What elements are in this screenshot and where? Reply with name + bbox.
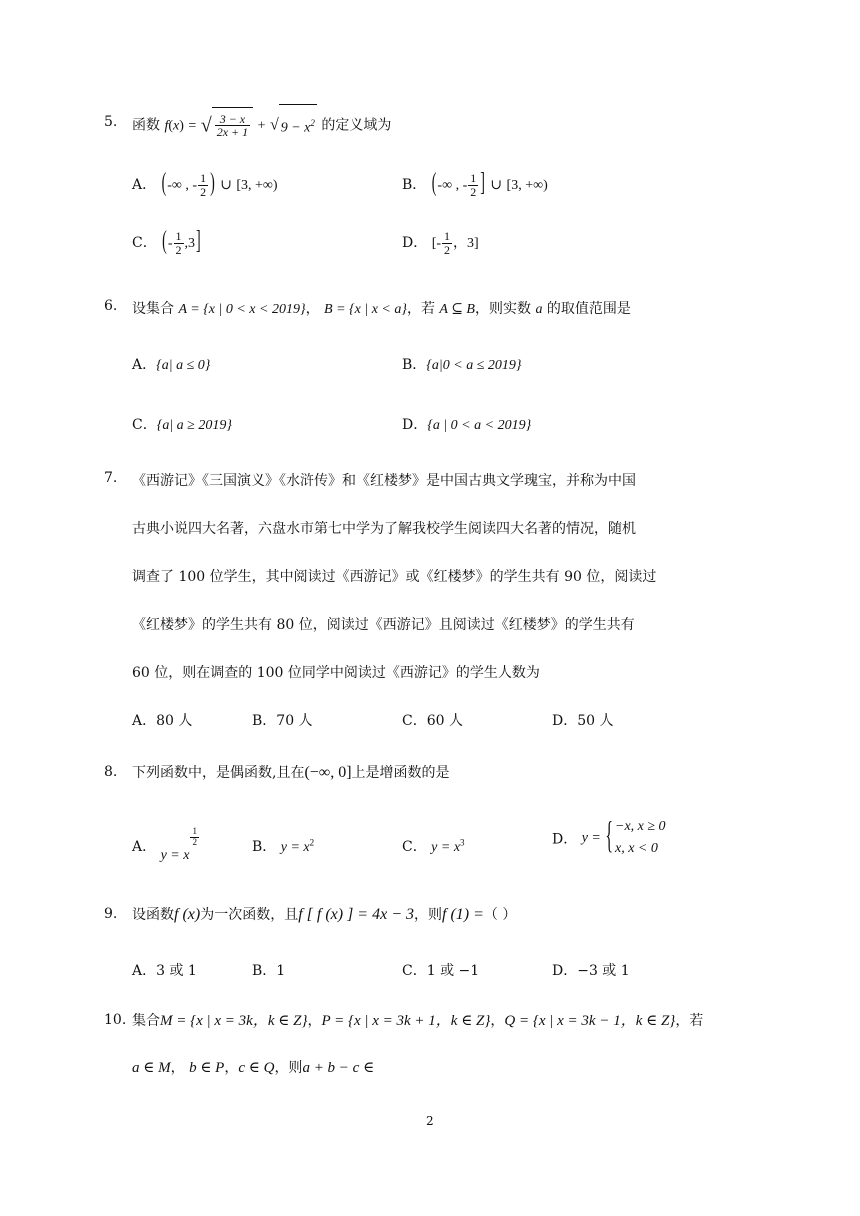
q8-option-c-exp: 3: [460, 837, 465, 848]
q7-option-d[interactable]: D．50 人: [552, 713, 614, 729]
q5-option-a-union: ∪: [220, 178, 232, 193]
q8-option-a[interactable]: [132, 826, 200, 863]
q5-option-d[interactable]: [402, 226, 479, 261]
q6-set-a: A = {x | 0 < x < 2019}: [178, 302, 306, 317]
q6-option-d-letter: D．: [402, 417, 428, 433]
q8-option-d[interactable]: D． y = { −x, x ≥ 0 x, x < 0: [552, 816, 666, 861]
q9-equation: f [ f (x) ] = 4x − 3: [298, 906, 414, 923]
q8-option-d-lhs: y =: [581, 830, 601, 846]
q8-option-b-exp: 2: [309, 837, 315, 848]
q6-number: 6.: [104, 298, 118, 314]
q5-option-c[interactable]: C． (- $\frac{1}{2}$ ,3]: [132, 227, 201, 257]
q5-option-d-post: ，3]: [453, 236, 479, 251]
q6-text-2: ，: [305, 301, 320, 317]
q6-option-c-letter: C．: [132, 417, 157, 433]
q7-option-c[interactable]: C．60 人: [402, 713, 463, 729]
q6-stem: [132, 298, 631, 318]
q8-stem: [132, 758, 450, 788]
q6-option-c-text: {a| a ≥ 2019}: [156, 418, 232, 433]
q8-option-b[interactable]: [252, 836, 314, 856]
q5-option-a-pre: -∞ , -: [167, 178, 198, 193]
q9-option-c[interactable]: C．1 或 −1: [402, 963, 480, 979]
q5-option-b-letter: B．: [402, 177, 427, 193]
q5-prefix: 函数: [132, 117, 160, 134]
q7-line-3: 调查了 100 位学生，其中阅读过《西游记》或《红楼梦》的学生共有 90 位，阅读过: [132, 569, 657, 585]
q5-root2-body: 9 − x: [280, 120, 311, 136]
q7-line-2: 古典小说四大名著，六盘水市第七中学为了解我校学生阅读四大名著的情况，随机: [132, 521, 636, 537]
q5-stem: 函数 f(x) = √ $\frac{3 - x}{2x + 1}$ + √ $9 - x^2$ 的定义域为: [132, 104, 391, 147]
q8-option-c-letter: C．: [402, 839, 427, 855]
q5-frac-num: 3 − x: [215, 113, 250, 127]
q10-b-in-p: b ∈ P: [189, 1060, 225, 1076]
q9-text-3: ，则: [414, 907, 442, 923]
q5-option-a-num: 1: [200, 170, 207, 185]
q6-option-a[interactable]: [132, 354, 210, 374]
q6-option-c[interactable]: [132, 414, 232, 434]
q5-option-c-letter: C．: [132, 235, 157, 251]
q9-text-2: 为一次函数，且: [200, 907, 299, 923]
q10-c-in-q: c ∈ Q: [238, 1060, 275, 1076]
q5-option-a-letter: A．: [132, 177, 157, 193]
q7-option-a[interactable]: A．80 人: [132, 713, 193, 729]
q5-option-b[interactable]: B． (-∞ , - $\frac{1}{2}$ ] ∪ [3, +∞): [402, 169, 548, 199]
q6-option-a-letter: A．: [132, 357, 157, 373]
q9-option-d[interactable]: D．−3 或 1: [552, 963, 630, 979]
q6-option-d-text: {a | 0 < a < 2019}: [427, 418, 532, 433]
q8-option-d-case-2: x, x < 0: [615, 841, 658, 857]
q10-sep-2: ，: [490, 1013, 505, 1029]
q5-option-b-pre: -∞ , -: [437, 178, 468, 193]
q10-text-3: ，则: [274, 1060, 303, 1076]
q5-x: x: [173, 118, 180, 134]
q8-text-2: 上是增函数的是: [351, 765, 450, 781]
q8-interval: (−∞, 0]: [304, 764, 352, 781]
q10-stem-line-1: [132, 1006, 703, 1036]
q9-answer-blank: （ ）: [483, 907, 517, 923]
q6-option-d[interactable]: [402, 414, 531, 434]
q6-text-5: 的取值范围是: [546, 301, 631, 317]
q8-option-c[interactable]: [402, 836, 465, 856]
q6-option-b-letter: B．: [402, 357, 427, 373]
q5-option-a-den: 2: [200, 184, 207, 199]
q5-frac-den: 2x + 1: [216, 125, 249, 140]
q8-option-a-base: y = x: [160, 848, 190, 863]
q9-number: 9.: [104, 906, 118, 922]
q8-option-b-base: y = x: [280, 840, 310, 855]
q9-ask: f (1) =: [442, 906, 484, 923]
q5-option-b-den: 2: [470, 184, 477, 199]
q9-stem: [132, 900, 516, 930]
q10-a-in-m: a ∈ M: [132, 1060, 171, 1076]
q8-option-a-exp-den: 2: [192, 836, 197, 847]
q5-number: 5.: [104, 114, 118, 130]
q10-text-1: 集合: [132, 1013, 160, 1029]
q7-line-5: 60 位，则在调查的 100 位同学中阅读过《西游记》的学生人数为: [132, 665, 540, 681]
q5-root2-exp: 2: [310, 118, 315, 128]
q6-condition: A ⊆ B: [439, 302, 475, 317]
q10-set-m: M = {x | x = 3k，k ∈ Z}: [160, 1013, 308, 1029]
q10-number: 10.: [104, 1012, 127, 1028]
q5-suffix: 的定义域为: [321, 117, 392, 134]
q7-line-4: 《红楼梦》的学生共有 80 位，阅读过《西游记》且阅读过《红楼梦》的学生共有: [132, 617, 635, 633]
q8-option-c-base: y = x: [431, 840, 461, 855]
q7-number: 7.: [104, 470, 118, 486]
q6-var-a: a: [535, 302, 543, 317]
q8-option-a-letter: A．: [132, 839, 157, 855]
q8-option-d-cases: [615, 816, 666, 861]
q6-option-b[interactable]: [402, 354, 521, 374]
q5-option-a-tail: [3, +∞): [236, 178, 278, 193]
q8-text-1: 下列函数中，是偶函数,且在: [132, 765, 305, 781]
q5-option-c-den: 2: [175, 242, 182, 257]
q5-root1: √ $\frac{3 - x}{2x + 1}$: [201, 107, 253, 144]
q5-option-d-num: 1: [444, 228, 451, 243]
q7-line-1: 《西游记》《三国演义》《水浒传》和《红楼梦》是中国古典文学瑰宝，并称为中国: [132, 473, 636, 489]
q5-option-c-num: 1: [175, 228, 182, 243]
q10-sep-1: ，: [307, 1013, 322, 1029]
q10-set-p: P = {x | x = 3k + 1，k ∈ Z}: [321, 1013, 491, 1029]
q5-eq: =: [188, 118, 197, 134]
q10-expression: a + b − c ∈: [302, 1060, 375, 1076]
q5-option-b-tail: [3, +∞): [506, 178, 548, 193]
q5-option-d-pre: [-: [431, 236, 442, 251]
q5-option-b-union: ∪: [490, 178, 503, 193]
q6-text-1: 设集合: [132, 301, 174, 317]
q8-option-d-letter: D．: [552, 831, 578, 848]
q6-text-3: ，若: [406, 301, 435, 317]
q6-set-b: B = {x | x < a}: [324, 302, 407, 317]
q5-plus: +: [257, 118, 266, 134]
q5-f: f: [164, 118, 169, 134]
q6-option-a-text: {a| a ≤ 0}: [156, 358, 211, 373]
q8-number: 8.: [104, 764, 118, 780]
q9-option-b[interactable]: B．1: [252, 963, 286, 979]
q10-stem-line-2: [132, 1056, 374, 1080]
q10-sep-3: ，: [170, 1060, 185, 1076]
q5-option-c-pre: -: [167, 236, 173, 251]
q9-text-1: 设函数: [132, 907, 174, 923]
q5-root2: √ $9 - x^2$: [270, 104, 317, 147]
q10-sep-4: ，: [224, 1060, 239, 1076]
q6-option-b-text: {a|0 < a ≤ 2019}: [426, 358, 522, 373]
q6-text-4: ，则实数: [475, 301, 531, 317]
q7-option-b[interactable]: B．70 人: [252, 713, 313, 729]
q8-option-a-exp-num: 1: [192, 826, 197, 837]
q5-option-a[interactable]: A． (-∞ , - $\frac{1}{2}$ ) ∪ [3, +∞): [132, 169, 278, 199]
q5-option-b-num: 1: [470, 170, 477, 185]
q5-option-d-den: 2: [444, 242, 451, 257]
page-number: 2: [426, 1114, 434, 1128]
q5-option-d-letter: D．: [402, 235, 428, 251]
q8-option-d-case-1: −x, x ≥ 0: [615, 819, 666, 834]
q5-option-c-post: ,3: [184, 236, 196, 251]
q9-option-a[interactable]: A．3 或 1: [132, 963, 197, 979]
q9-fx: f (x): [174, 906, 201, 923]
q10-text-2: ，若: [675, 1013, 704, 1029]
q8-option-b-letter: B．: [252, 839, 277, 855]
q10-set-q: Q = {x | x = 3k − 1，k ∈ Z}: [504, 1013, 676, 1029]
